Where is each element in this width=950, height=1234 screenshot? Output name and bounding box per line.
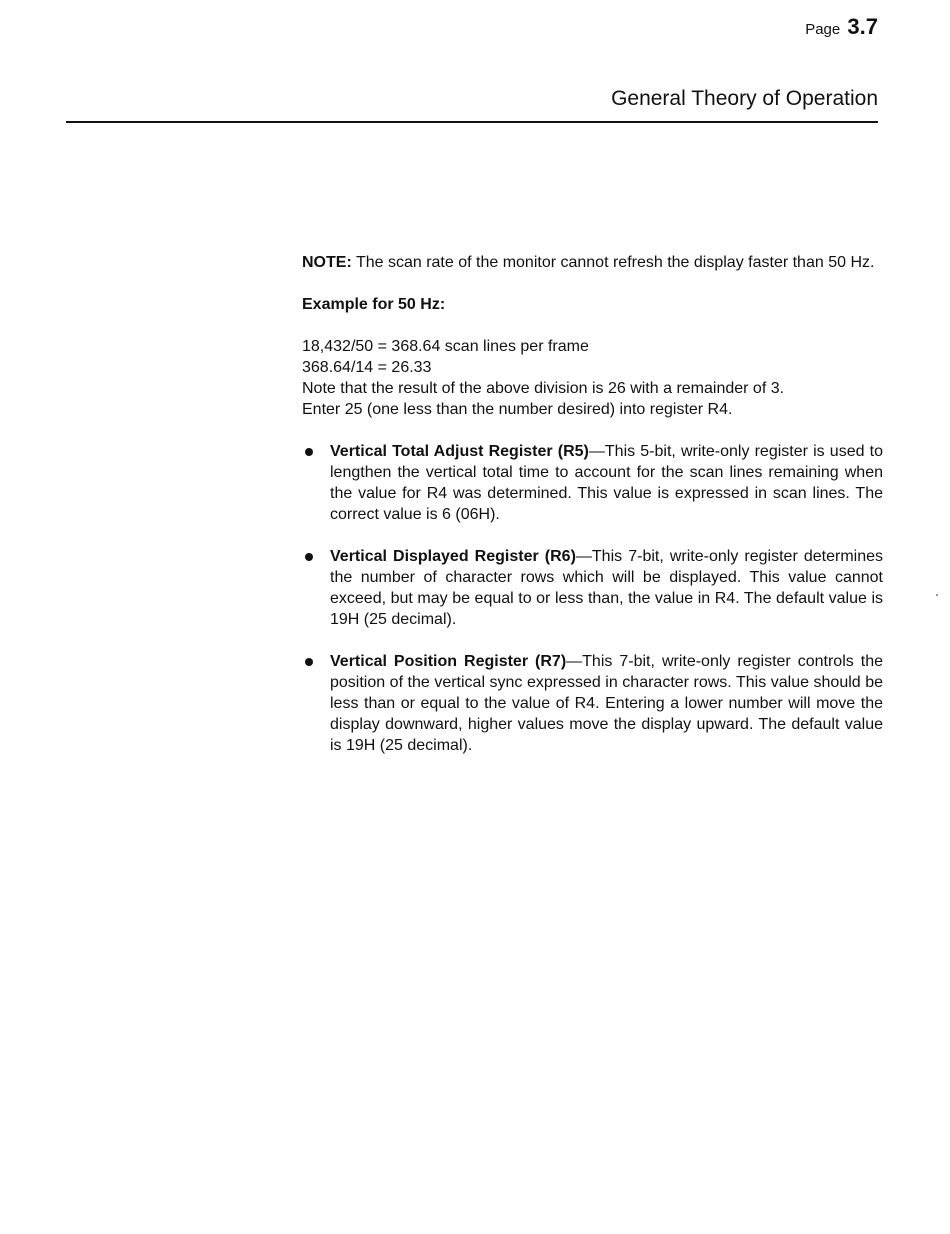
note-text: The scan rate of the monitor cannot refresh the display faster than 50 Hz. <box>351 254 875 271</box>
register-name: Vertical Total Adjust Register (R5) <box>330 443 589 460</box>
main-content <box>302 252 883 756</box>
example-heading: Example for 50 Hz: <box>302 296 446 313</box>
register-description: —This 7-bit, write-only register controls the position of the vertical sync expressed in character rows. This value should be less than or equal to the value of R4. Entering a lower number will move the display downward, higher values move the display upward. The default value is 19H (25 decimal). <box>330 653 883 754</box>
example-line: Note that the result of the above division is 26 with a remainder of 3. <box>302 380 785 397</box>
register-description: —This 7-bit, write-only register determines the number of character rows which will be displayed. This value cannot exceed, but may be equal to or less than, the value in R4. The default value is 19H (25 decimal). <box>330 548 883 628</box>
register-item-r5 <box>302 441 883 525</box>
register-name: Vertical Displayed Register (R6) <box>330 548 576 565</box>
page-label: Page <box>805 21 841 38</box>
example-line: 18,432/50 = 368.64 scan lines per frame <box>302 338 589 355</box>
example-line: Enter 25 (one less than the number desired) into register R4. <box>302 401 733 418</box>
scan-speck <box>936 594 938 596</box>
section-title: General Theory of Operation <box>611 87 878 110</box>
page-number <box>805 14 878 40</box>
register-name: Vertical Position Register (R7) <box>330 653 567 670</box>
bullet-icon <box>305 658 313 666</box>
register-item-r6 <box>302 546 883 630</box>
register-item-r7 <box>302 651 883 756</box>
example-line: 368.64/14 = 26.33 <box>302 359 432 376</box>
note-paragraph <box>302 252 883 273</box>
example-lines <box>302 336 883 420</box>
header-rule <box>66 121 878 123</box>
register-list <box>302 441 883 756</box>
bullet-icon <box>305 448 313 456</box>
note-label: NOTE: <box>302 254 352 271</box>
bullet-icon <box>305 553 313 561</box>
register-description: —This 5-bit, write-only register is used to lengthen the vertical total time to account for the scan lines remaining when the value for R4 was determined. This value is expressed in scan lines. The correct value is 6 (06H). <box>330 443 884 523</box>
page-number-value: 3.7 <box>847 14 878 39</box>
